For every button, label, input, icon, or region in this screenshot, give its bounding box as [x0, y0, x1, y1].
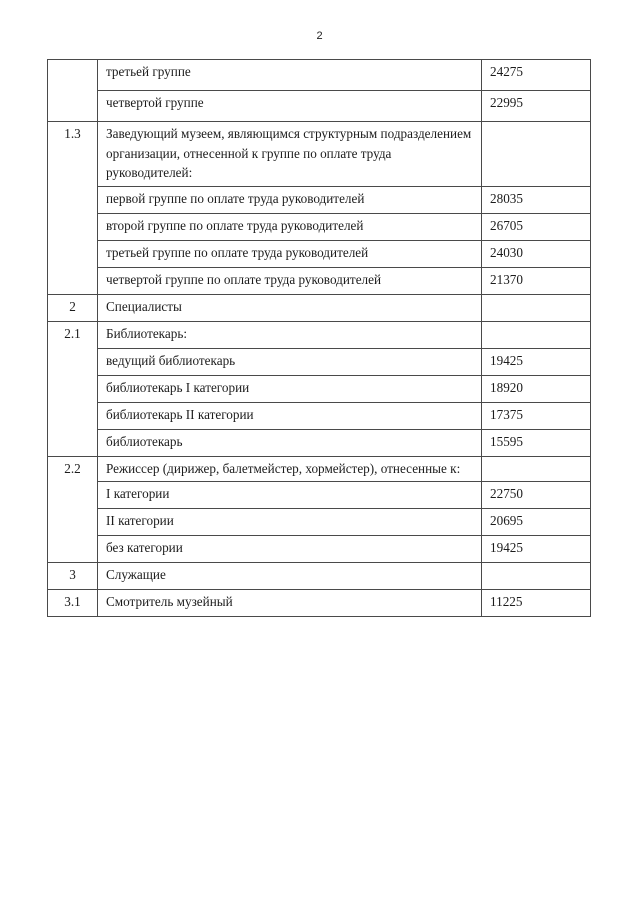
row-description: Смотритель музейный: [98, 590, 482, 617]
row-value: 22750: [482, 482, 591, 509]
row-description: Режиссер (дирижер, балетмейстер, хормейстер), отнесенные к:: [98, 456, 482, 482]
row-value: 18920: [482, 375, 591, 402]
table-row: [48, 563, 591, 590]
table-row: [48, 240, 591, 267]
row-description: библиотекарь II категории: [98, 402, 482, 429]
row-value: 26705: [482, 213, 591, 240]
table-row: [48, 536, 591, 563]
table-row: [48, 294, 591, 321]
row-description: библиотекарь: [98, 429, 482, 456]
row-value: 24030: [482, 240, 591, 267]
table-row: [48, 348, 591, 375]
row-value: 22995: [482, 91, 591, 122]
row-description: четвертой группе по оплате труда руководителей: [98, 267, 482, 294]
row-value: 17375: [482, 402, 591, 429]
row-value: 11225: [482, 590, 591, 617]
row-value: [482, 456, 591, 482]
row-number: 2: [48, 294, 98, 321]
row-number: [48, 60, 98, 122]
row-number: 2.1: [48, 321, 98, 456]
row-description: II категории: [98, 509, 482, 536]
row-description: третьей группе: [98, 60, 482, 91]
row-description: Библиотекарь:: [98, 321, 482, 348]
row-number: 1.3: [48, 122, 98, 295]
table-row: [48, 482, 591, 509]
row-description: библиотекарь I категории: [98, 375, 482, 402]
salary-table: [47, 59, 591, 617]
row-value: 20695: [482, 509, 591, 536]
table-row: [48, 429, 591, 456]
row-value: [482, 294, 591, 321]
table-row: [48, 509, 591, 536]
row-description: ведущий библиотекарь: [98, 348, 482, 375]
row-description: без категории: [98, 536, 482, 563]
row-number: 3.1: [48, 590, 98, 617]
table-row: [48, 91, 591, 122]
table-row: [48, 60, 591, 91]
row-value: 19425: [482, 348, 591, 375]
row-description: Специалисты: [98, 294, 482, 321]
row-value: 21370: [482, 267, 591, 294]
row-number: 3: [48, 563, 98, 590]
table-row: [48, 186, 591, 213]
table-row: [48, 122, 591, 187]
page-number: 2: [316, 30, 323, 42]
table-row: [48, 456, 591, 482]
row-description: Служащие: [98, 563, 482, 590]
table-row: [48, 321, 591, 348]
row-value: [482, 122, 591, 187]
row-value: 15595: [482, 429, 591, 456]
row-description: третьей группе по оплате труда руководителей: [98, 240, 482, 267]
row-value: 24275: [482, 60, 591, 91]
row-value: 19425: [482, 536, 591, 563]
row-description: второй группе по оплате труда руководителей: [98, 213, 482, 240]
row-description: I категории: [98, 482, 482, 509]
table-row: [48, 267, 591, 294]
row-description: четвертой группе: [98, 91, 482, 122]
table-row: [48, 402, 591, 429]
table-row: [48, 590, 591, 617]
row-description: первой группе по оплате труда руководителей: [98, 186, 482, 213]
row-value: [482, 321, 591, 348]
row-number: 2.2: [48, 456, 98, 563]
table-row: [48, 375, 591, 402]
row-description: Заведующий музеем, являющимся структурным подразделением организации, отнесенной к группе по оплате труда руководителей:: [98, 122, 482, 187]
row-value: [482, 563, 591, 590]
row-value: 28035: [482, 186, 591, 213]
table-row: [48, 213, 591, 240]
